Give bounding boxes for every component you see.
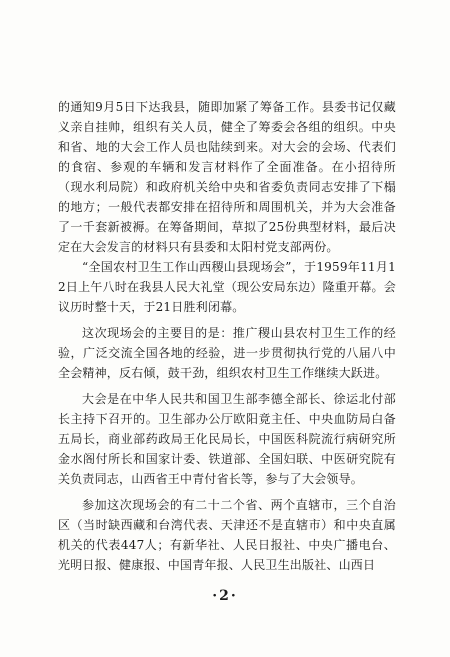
body-text xyxy=(58,97,396,575)
paragraph-preparation: 的通知9月5日下达我县，随即加紧了筹备工作。县委书记仅藏义亲自挂帅，组织有关人员，健全了筹委会各组的组织。中央和省、地的大会工作人员也陆续到来。对大会的会场、代表们的食宿、参观的车辆和发言材料作了全面准备。在小招待所（现水利局院）和政府机关给中央和省委负责同志安排了下榻的地方；一般代表都安排在招待所和周围机关，并为大会准备了一千套新被褥。在筹备期间，草拟了25份典型材料，最后决定在大会发言的材料只有县委和太阳村党支部两份。 xyxy=(58,100,396,254)
paragraph-opening: “全国农村卫生工作山西稷山县现场会”，于1959年11月12日上午八时在我县人民大礼堂（现公安局东边）隆重开幕。会议历时整十天，于21日胜利闭幕。 xyxy=(58,260,396,314)
paragraph-attendees: 参加这次现场会的有二十二个省、两个直辖市，三个自治区（当时缺西藏和台湾代表、天津还不是直辖市）和中央直属机关的代表447人；有新华社、人民日报社、中央广播电台、光明日报、健康报、中国青年报、人民卫生出版社、山西日 xyxy=(58,498,396,572)
paragraph-purpose: 这次现场会的主要目的是：推广稷山县农村卫生工作的经验，广泛交流全国各地的经验，进一步贯彻执行党的八届八中全会精神，反右倾，鼓干劲，组织农村卫生工作继续大跃进。 xyxy=(58,326,396,380)
page-number: ·2· xyxy=(212,588,238,604)
paragraph-leadership: 大会是在中华人民共和国卫生部李德全部长、徐运北付部长主持下召开的。卫生部办公厅欧阳竟主任、中央血防局白备五局长，商业部药政局王化民局长，中国医科院流行病研究所金水阁付所长和国家计委、铁道部、全国妇联、中医研究院有关负责同志，山西省王中青付省长等，参与了大会领导。 xyxy=(58,392,396,486)
